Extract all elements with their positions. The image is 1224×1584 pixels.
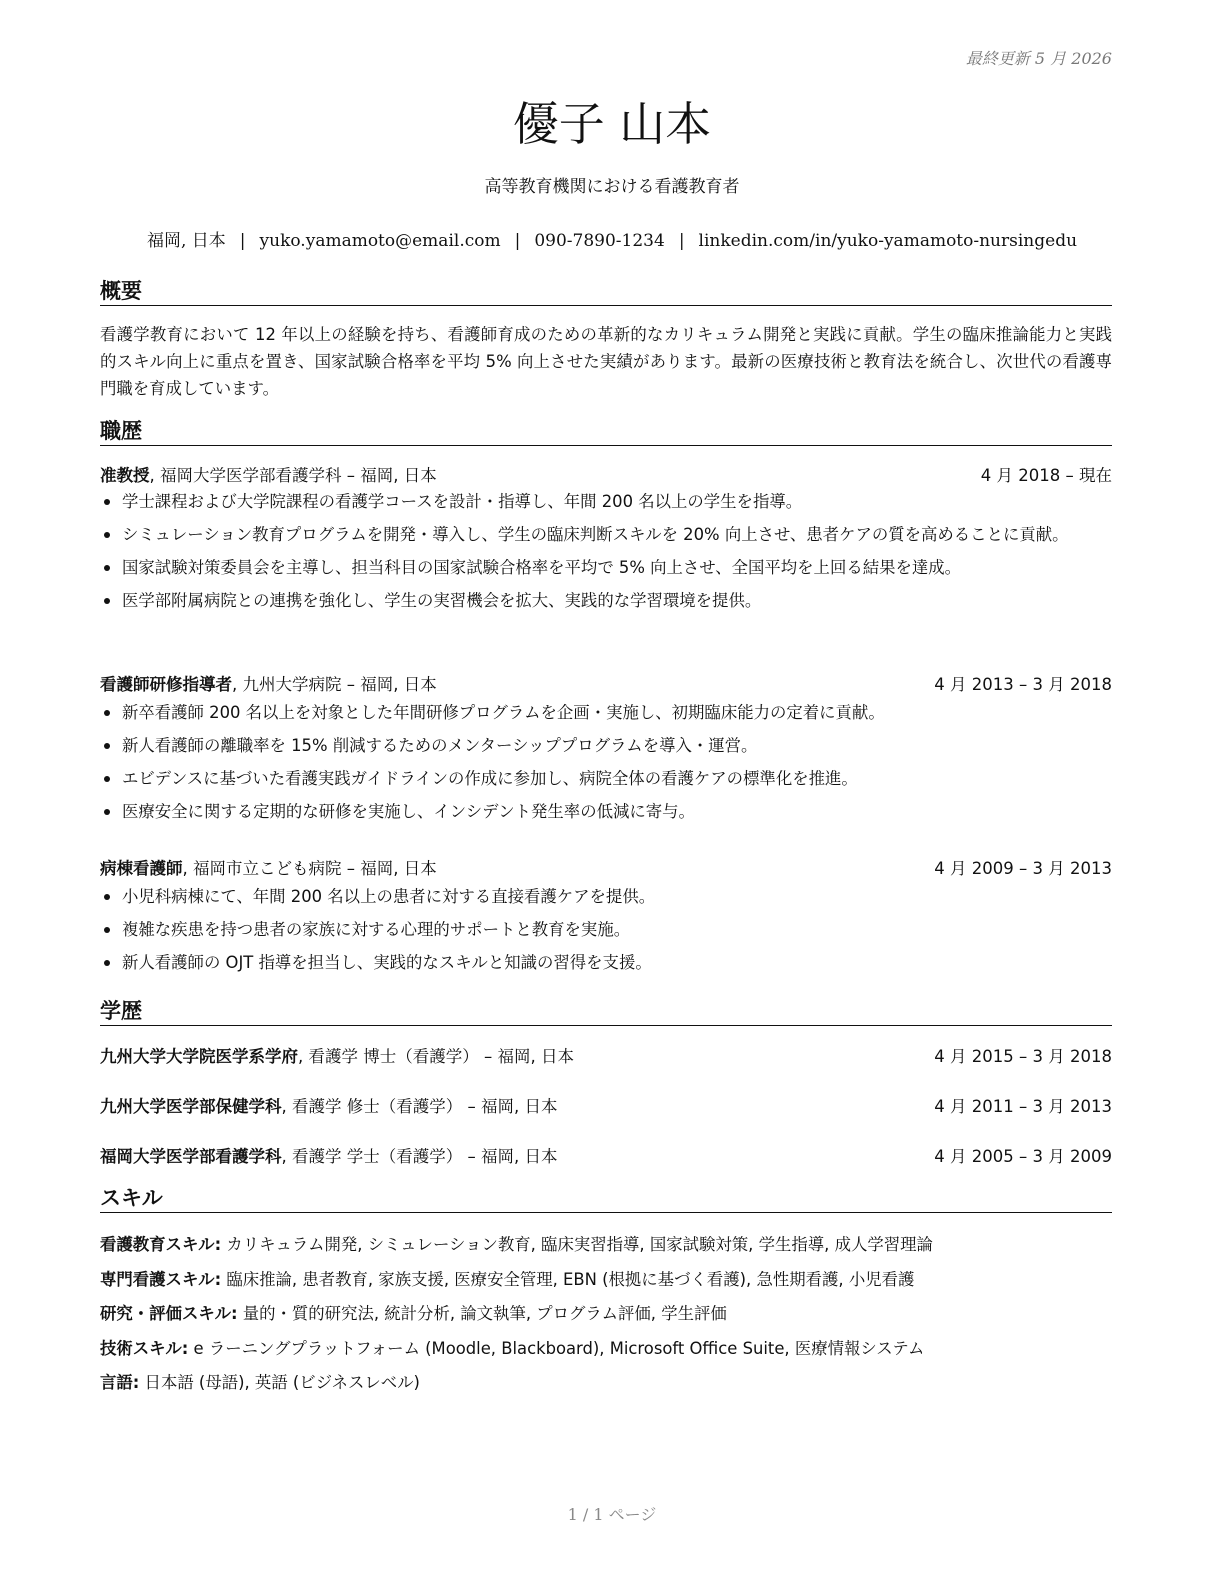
list-item: 医学部附属病院との連携を強化し、学生の実習機会を拡大、実践的な学習環境を提供。 bbox=[100, 588, 1112, 613]
skills-list bbox=[100, 1228, 1112, 1401]
list-item: 新人看護師の OJT 指導を担当し、実践的なスキルと知識の習得を支援。 bbox=[100, 950, 1112, 975]
job-header bbox=[100, 462, 1112, 486]
contact-separator: | bbox=[239, 231, 246, 251]
list-item: 小児科病棟にて、年間 200 名以上の患者に対する直接看護ケアを提供。 bbox=[100, 884, 1112, 909]
contact-line bbox=[0, 226, 1224, 251]
headline: 高等教育機関における看護教育者 bbox=[484, 177, 740, 197]
job-dates: 4 月 2009 – 3 月 2013 bbox=[934, 859, 1112, 878]
job-header bbox=[100, 855, 1112, 879]
list-item: 新卒看護師 200 名以上を対象とした年間研修プログラムを企画・実施し、初期臨床能力の定着に貢献。 bbox=[100, 700, 1112, 725]
contact-linkedin[interactable]: linkedin.com/in/yuko-yamamoto-nursingedu bbox=[698, 231, 1078, 251]
education-row bbox=[100, 1043, 1112, 1067]
education-title-line bbox=[100, 1143, 557, 1167]
page-indicator: 1 / 1 ページ bbox=[567, 1505, 657, 1524]
education-dates: 4 月 2005 – 3 月 2009 bbox=[934, 1147, 1112, 1166]
skill-value: カリキュラム開発, シミュレーション教育, 臨床実習指導, 国家試験対策, 学生指導, 成人学習理論 bbox=[221, 1235, 933, 1254]
skill-row bbox=[100, 1366, 1112, 1401]
summary-text: 看護学教育において 12 年以上の経験を持ち、看護師育成のための革新的なカリキュラム開発と実践に貢献。学生の臨床推論能力と実践的スキル向上に重点を置き、国家試験合格率を平均 5% 向上させた実績があります。最新の医療技術と教育法を統合し、次世代の看護専門職を育成しています。 bbox=[100, 325, 1112, 398]
section-title-summary: 概要 bbox=[100, 278, 1112, 306]
list-item: 複雑な疾患を持つ患者の家族に対する心理的サポートと教育を実施。 bbox=[100, 917, 1112, 942]
education-degree: , 看護学 修士（看護学） – 福岡, 日本 bbox=[281, 1097, 558, 1116]
education-school: 九州大学医学部保健学科 bbox=[100, 1097, 282, 1116]
education-row bbox=[100, 1143, 1112, 1167]
skill-label: 看護教育スキル: bbox=[100, 1235, 222, 1254]
education-dates: 4 月 2015 – 3 月 2018 bbox=[934, 1047, 1112, 1066]
education-title-line bbox=[100, 1093, 557, 1117]
contact-phone: 090-7890-1234 bbox=[534, 231, 665, 251]
list-item: エビデンスに基づいた看護実践ガイドラインの作成に参加し、病院全体の看護ケアの標準化を推進。 bbox=[100, 766, 1112, 791]
last-updated: 最終更新 5 月 2026 bbox=[965, 49, 1112, 68]
education-title-line bbox=[100, 1043, 574, 1067]
job-org: , 福岡市立こども病院 – 福岡, 日本 bbox=[182, 859, 437, 878]
skill-row bbox=[100, 1263, 1112, 1298]
skill-label: 言語: bbox=[100, 1373, 140, 1392]
list-item: 学士課程および大学院課程の看護学コースを設計・指導し、年間 200 名以上の学生を指導。 bbox=[100, 489, 1112, 514]
job-bullets bbox=[100, 489, 1112, 621]
section-title-skills: スキル bbox=[100, 1185, 1112, 1213]
job-dates: 4 月 2013 – 3 月 2018 bbox=[934, 675, 1112, 694]
education-row bbox=[100, 1093, 1112, 1117]
job-bullets bbox=[100, 884, 1112, 983]
skill-label: 技術スキル: bbox=[100, 1338, 189, 1358]
skill-value: e ラーニングプラットフォーム (Moodle, Blackboard), Microsoft Office Suite, 医療情報システム bbox=[188, 1338, 925, 1358]
list-item: シミュレーション教育プログラムを開発・導入し、学生の臨床判断スキルを 20% 向上させ、患者ケアの質を高めることに貢献。 bbox=[100, 522, 1112, 547]
list-item: 国家試験対策委員会を主導し、担当科目の国家試験合格率を平均で 5% 向上させ、全国平均を上回る結果を達成。 bbox=[100, 555, 1112, 580]
skill-row bbox=[100, 1332, 1112, 1367]
list-item: 新人看護師の離職率を 15% 削減するためのメンターシッププログラムを導入・運営。 bbox=[100, 733, 1112, 758]
job-org: , 九州大学病院 – 福岡, 日本 bbox=[232, 675, 437, 694]
skill-row bbox=[100, 1228, 1112, 1263]
job-title-line bbox=[100, 855, 437, 879]
section-title-experience: 職歴 bbox=[100, 418, 1112, 446]
skill-label: 研究・評価スキル: bbox=[100, 1304, 238, 1323]
contact-separator: | bbox=[678, 231, 685, 251]
contact-location: 福岡, 日本 bbox=[146, 231, 226, 251]
job-role: 病棟看護師 bbox=[100, 859, 183, 878]
contact-email[interactable]: yuko.yamamoto@email.com bbox=[259, 231, 501, 251]
section-title-education: 学歴 bbox=[100, 998, 1112, 1026]
job-title-line bbox=[100, 462, 437, 486]
candidate-name: 優子 山本 bbox=[512, 97, 712, 151]
education-degree: , 看護学 学士（看護学） – 福岡, 日本 bbox=[281, 1147, 558, 1166]
education-degree: , 看護学 博士（看護学） – 福岡, 日本 bbox=[298, 1047, 574, 1066]
job-role: 准教授 bbox=[100, 466, 150, 485]
education-dates: 4 月 2011 – 3 月 2013 bbox=[934, 1097, 1112, 1116]
education-school: 福岡大学医学部看護学科 bbox=[100, 1147, 282, 1166]
contact-separator: | bbox=[514, 231, 521, 251]
skill-value: 量的・質的研究法, 統計分析, 論文執筆, プログラム評価, 学生評価 bbox=[237, 1304, 727, 1323]
job-org: , 福岡大学医学部看護学科 – 福岡, 日本 bbox=[149, 466, 437, 485]
job-title-line bbox=[100, 671, 437, 695]
job-header bbox=[100, 671, 1112, 695]
job-dates: 4 月 2018 – 現在 bbox=[980, 466, 1112, 485]
skill-value: 日本語 (母語), 英語 (ビジネスレベル) bbox=[139, 1373, 420, 1392]
education-school: 九州大学大学院医学系学府 bbox=[100, 1047, 298, 1066]
job-role: 看護師研修指導者 bbox=[100, 675, 232, 694]
job-bullets bbox=[100, 700, 1112, 832]
list-item: 医療安全に関する定期的な研修を実施し、インシデント発生率の低減に寄与。 bbox=[100, 799, 1112, 824]
skill-row bbox=[100, 1297, 1112, 1332]
skill-label: 専門看護スキル: bbox=[100, 1269, 222, 1289]
skill-value: 臨床推論, 患者教育, 家族支援, 医療安全管理, EBN (根拠に基づく看護), 急性期看護, 小児看護 bbox=[221, 1269, 915, 1289]
